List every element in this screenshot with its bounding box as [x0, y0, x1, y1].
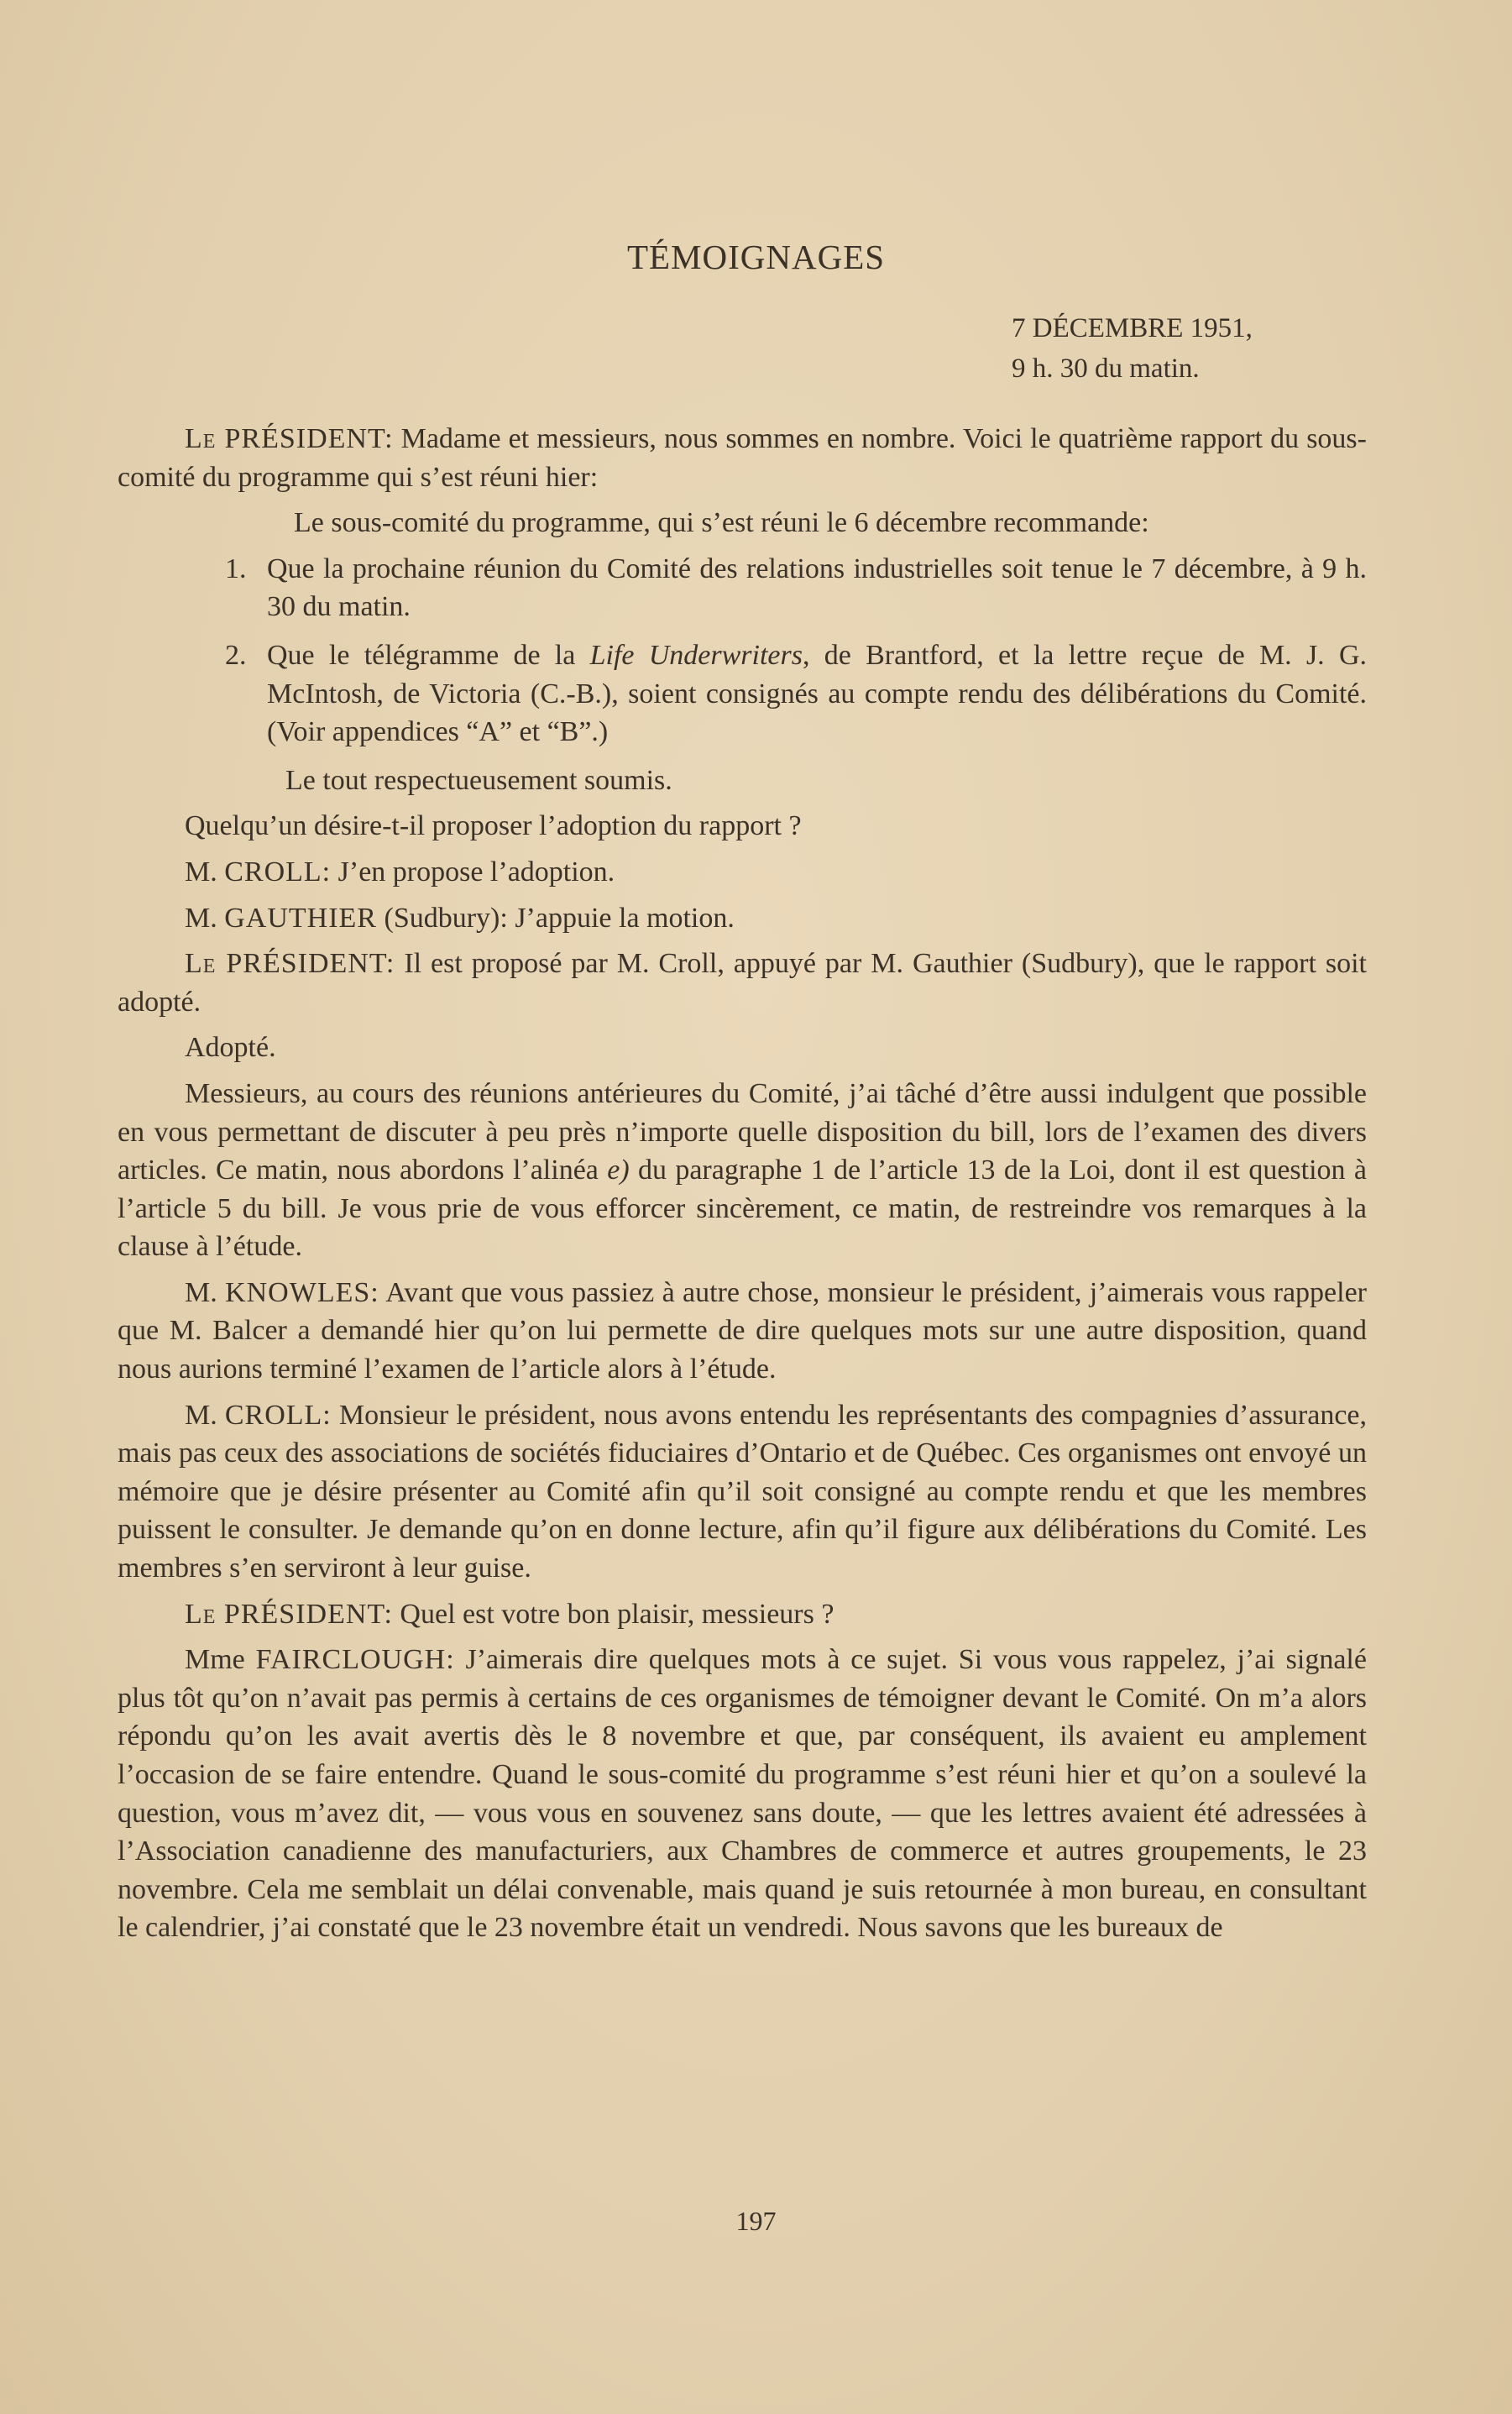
paragraph — [118, 1641, 1367, 1947]
speaker-title: M. — [185, 902, 225, 934]
speaker-name: Le PRÉSIDENT: — [185, 423, 394, 454]
list-text: , de Brantford, et la lettre reçue de M. J. G. McIntosh, de Victoria (C.-B.), soient consignés au compte rendu des délibérations du Comité. (Voir appendices “A” et “B”.) — [267, 639, 1367, 748]
paragraph-text: (Sudbury): J’appuie la motion. — [377, 902, 735, 934]
paragraph-text: Messieurs, au cours des réunions antérieures du Comité, j’ai tâché d’être aussi indulgent que possible en vous permettant de discuter à peu près n’importe quelle disposition du bill, lors de l’examen des divers articles. Ce matin, nous abordons l’alinéa — [118, 1077, 1367, 1186]
date-line-1: 7 DÉCEMBRE 1951, — [1012, 313, 1253, 343]
date-line-2: 9 h. 30 du matin. — [1012, 353, 1200, 384]
speaker-title: Mme — [185, 1644, 256, 1676]
italic-text: e) — [607, 1155, 630, 1186]
paragraph-text: Avant que vous passiez à autre chose, monsieur le président, j’aimerais vous rappeler que M. Balcer a demandé hier qu’on lui permette de dire quelques mots sur une autre disposition, quand nous aurions terminé l’examen de l’article alors à l’étude. — [118, 1276, 1367, 1385]
page-title: TÉMOIGNAGES — [626, 238, 886, 276]
page-number: 197 — [735, 2206, 777, 2236]
paragraph — [118, 1396, 1367, 1588]
italic-text: Life Underwriters — [589, 639, 803, 671]
speaker-name: Le PRÉSIDENT: — [185, 1598, 393, 1630]
speaker-title: M. — [185, 1399, 225, 1431]
list-item — [118, 550, 1367, 626]
paragraph — [118, 945, 1367, 1021]
paragraph-text: du paragraphe 1 de l’article 13 de la Loi, dont il est question à l’article 5 du bill. Je vous prie de vous efforcer sincèrement, ce matin, de restreindre vos remarques à la clause à l’étude. — [118, 1155, 1367, 1263]
speaker-name: Le PRÉSIDENT: — [185, 948, 395, 980]
paragraph — [118, 1075, 1367, 1266]
speaker-name: FAIRCLOUGH: — [255, 1644, 455, 1676]
paragraph-text: Madame et messieurs, nous sommes en nombre. Voici le quatrième rapport du sous-comité du programme qui s’est réuni hier: — [118, 423, 1367, 493]
paragraph-text: Monsieur le président, nous avons entendu les représentants des compagnies d’assurance, mais pas ceux des associations de sociétés fiduciaires d’Ontario et de Québec. Ces organismes ont envoyé un mémoire que je désire présenter au Comité afin qu’il soit consigné au compte rendu et que les membres puissent le consulter. Je demande qu’on en donne lecture, afin qu’il figure aux délibérations du Comité. Les membres s’en serviront à leur guise. — [118, 1399, 1368, 1584]
paragraph-text: Il est proposé par M. Croll, appuyé par M. Gauthier (Sudbury), que le rapport soit adopté. — [118, 948, 1367, 1018]
list-number: 2. — [225, 639, 247, 671]
list-text: Que le télégramme de la — [267, 639, 590, 671]
paragraph-text: Quel est votre bon plaisir, messieurs ? — [392, 1598, 834, 1630]
speaker-title: M. — [185, 1276, 226, 1308]
list-number: 1. — [225, 552, 247, 584]
paragraph-text: J’en propose l’adoption. — [331, 856, 615, 888]
speaker-name: GAUTHIER — [224, 902, 377, 934]
paragraph — [118, 420, 1367, 496]
body-text — [118, 420, 1367, 1955]
paragraph: Quelqu’un désire-t-il proposer l’adoption du rapport ? — [185, 810, 802, 842]
paragraph — [118, 1274, 1367, 1389]
paragraph: Adopté. — [185, 1032, 276, 1064]
list-item — [118, 636, 1367, 751]
speaker-name: CROLL: — [224, 856, 332, 888]
paragraph — [118, 853, 1367, 892]
speaker-title: M. — [185, 856, 225, 888]
paragraph — [118, 1595, 1367, 1634]
speaker-name: KNOWLES: — [225, 1276, 379, 1308]
report-closing: Le tout respectueusement soumis. — [285, 764, 672, 796]
report-intro: Le sous-comité du programme, qui s’est réuni le 6 décembre recommande: — [294, 507, 1149, 539]
speaker-name: CROLL: — [224, 1399, 332, 1431]
list-text: Que la prochaine réunion du Comité des relations industrielles soit tenue le 7 décembre, à 9 h. 30 du matin. — [267, 552, 1367, 623]
paragraph-text: J’aimerais dire quelques mots à ce sujet. Si vous vous rappelez, j’ai signalé plus tôt qu’on n’avait pas permis à certains de ces organismes de témoigner devant le Comité. On m’a alors répondu qu’on les avait avertis dès le 8 novembre et que, par conséquent, ils avaient eu amplement l’occasion de se faire entendre. Quand le sous-comité du programme s’est réuni hier et qu’on a soulevé la question, vous m’avez dit, — vous vous en souvenez sans doute, — que les lettres avaient été adressées à l’Association canadienne des manufacturiers, aux Chambres de commerce et autres groupements, le 23 novembre. Cela me semblait un délai convenable, mais quand je suis retournée à mon bureau, en consultant le calendrier, j’ai constaté que le 23 novembre était un vendredi. Nous savons que les bureaux de — [118, 1644, 1367, 1944]
paragraph — [118, 899, 1367, 938]
